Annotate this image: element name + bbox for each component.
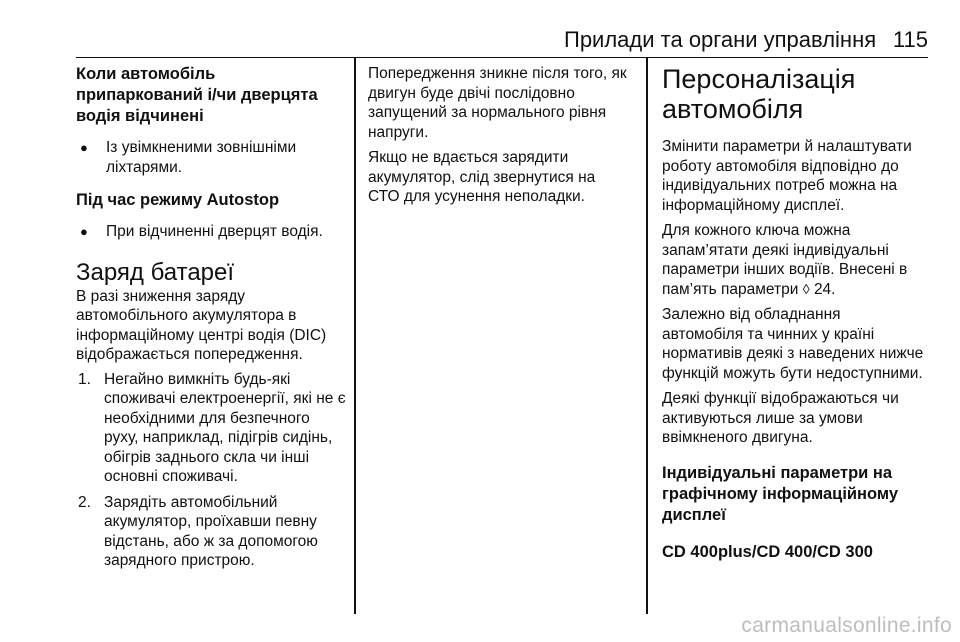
memory-text-body: Для кожного ключа можна запам’ятати деякі індивідуальні параметри інших водіїв. Внесені в пам’ять параметри <box>662 222 908 298</box>
service-text: Якщо не вдається зарядити акумулятор, слід звернутися на СТО для усунення неполадки. <box>368 149 596 205</box>
watermark: carmanualsonline.info <box>741 614 952 637</box>
bullet-text: При відчиненні дверцят водія. <box>106 223 323 240</box>
list-number: 1. <box>78 370 91 388</box>
warning-disappears-text: Попередження зникне після того, як двигун буде двічі послідовно запущений за нормального рівня напруги. <box>368 65 627 141</box>
subheading-models: CD 400plus/CD 400/CD 300 <box>662 542 873 561</box>
page-number: 115 <box>892 27 928 52</box>
bullet-icon: ● <box>80 224 88 239</box>
list-item <box>76 370 348 487</box>
section-title-battery: Заряд батареї <box>76 258 235 286</box>
list-number: 2. <box>78 493 91 511</box>
personalization-intro: Змінити параметри й налаштувати роботу автомобіля відповідно до індивідуальних потреб можна на інформаційному дисплеї. <box>662 138 912 214</box>
page-title: Прилади та органи управління <box>564 27 877 52</box>
list-text: Негайно вимкніть будь-які споживачі електроенергії, які не є необхідними для безпечного руху, наприклад, підігрів сидінь, обігрів заднього скла чи інші основні споживачі. <box>104 370 346 485</box>
subheading-autostop: Під час режиму Autostop <box>76 191 280 209</box>
engine-text: Деякі функції відображаються чи активуються лише за умови ввімкненого двигуна. <box>662 390 899 446</box>
column-right <box>662 64 924 563</box>
bullet-item <box>76 138 348 177</box>
list-text: Зарядіть автомобільний акумулятор, проїхавши певну відстань, або ж за допомогою зарядного пристрою. <box>104 493 318 569</box>
section-title-personalization: Персоналізація автомобіля <box>662 64 856 124</box>
subheading-graphic-display: Індивідуальні параметри на графічному інформаційному дисплеї <box>662 463 899 524</box>
equipment-text: Залежно від обладнання автомобіля та чинних у країні нормативів деякі з наведених нижче функцій можуть бути недоступними. <box>662 306 924 382</box>
list-item <box>76 493 348 571</box>
column-left <box>76 64 348 571</box>
page-reference[interactable]: 24. <box>813 280 836 298</box>
page-reference-icon: ◊ <box>802 280 810 297</box>
page-header <box>76 27 928 58</box>
subheading-parked: Коли автомобіль припаркований і/чи дверцята водія відчинені <box>76 65 318 125</box>
column-middle <box>368 64 630 207</box>
bullet-text: Із увімкненими зовнішніми ліхтарями. <box>106 139 297 176</box>
memory-text <box>662 221 924 299</box>
bullet-item <box>76 222 348 242</box>
battery-intro: В разі зниження заряду автомобільного акумулятора в інформаційному центрі водія (DIC) відображається попередження. <box>76 287 327 363</box>
bullet-icon: ● <box>80 140 88 155</box>
column-divider <box>354 57 356 614</box>
column-divider <box>646 57 648 614</box>
